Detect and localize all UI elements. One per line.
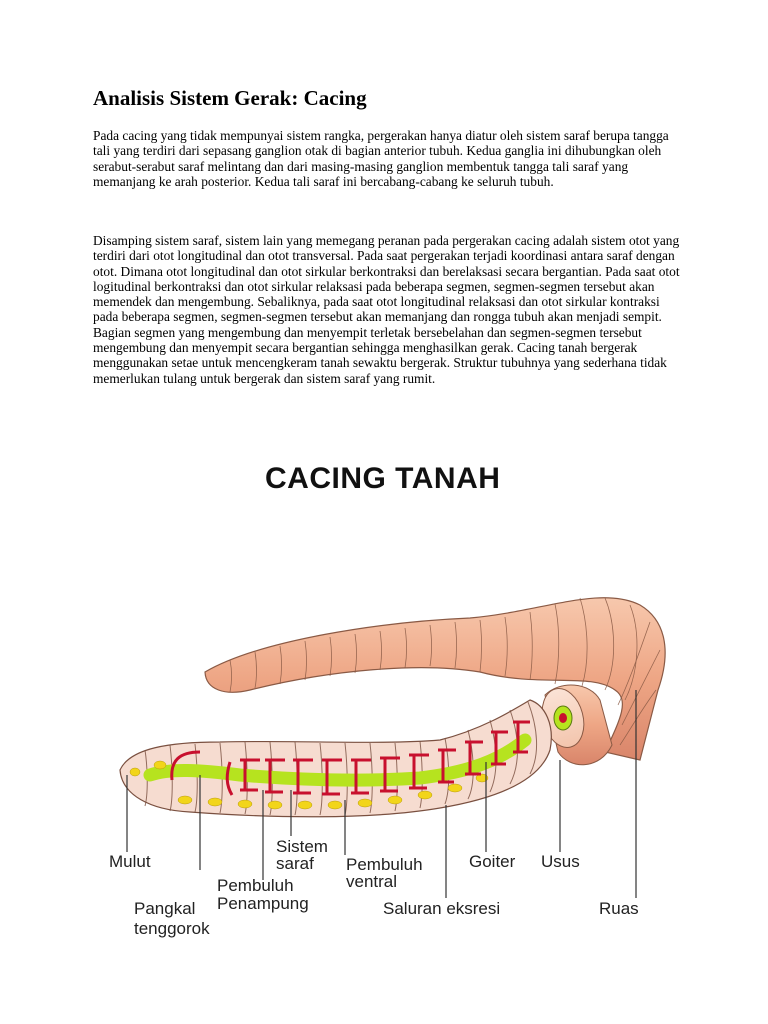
label-pembuluh-ventral-line1: Pembuluh [346, 855, 423, 874]
figure-title: CACING TANAH [265, 462, 501, 495]
paragraph-nervous-system: Pada cacing yang tidak mempunyai sistem rangka, pergerakan hanya diatur oleh sistem saraf berupa tangga tali yang terdiri dari sepasang ganglion otak di bagian anterior tubuh. Kedua ganglia ini dihubungkan oleh serabut-serabut saraf melintang dan dari masing-masing ganglion membentuk tangga tali saraf yang memanjang ke arah posterior. Kedua tali saraf ini bercabang-cabang ke seluruh tubuh. [93, 128, 669, 189]
label-saluran-ekskresi: Saluran eksresi [383, 899, 501, 918]
label-pangkal-tenggorok-line2: tenggorok [134, 919, 210, 938]
label-pembuluh-ventral-line2: ventral [346, 872, 398, 891]
label-pembuluh-penampung-line2: Penampung [217, 894, 309, 913]
document-title: Analisis Sistem Gerak: Cacing [93, 86, 367, 110]
label-pembuluh-penampung-line1: Pembuluh [217, 876, 294, 895]
label-ruas: Ruas [599, 899, 639, 918]
label-goiter: Goiter [469, 852, 516, 871]
label-usus: Usus [541, 852, 580, 871]
label-mulut: Mulut [109, 852, 151, 871]
worm-dissected-body [120, 700, 551, 817]
label-sistem-saraf-line1: Sistem [276, 837, 328, 856]
paragraph-muscle-system: Disamping sistem saraf, sistem lain yang memegang peranan pada pergerakan cacing adalah sistem otot yang terdiri dari otot longitudinal dan otot transversal. Pada saat pergerakan terjadi koordinasi antara saraf dengan otot. Dimana otot longitudinal dan otot sirkular berkontraksi dan berelaksasi secara bergantian. Pada saat otot logitudinal berkontraksi dan otot sirkular relaksasi pada beberapa segmen, segmen-segmen tersebut akan memendek dan mengembung. Sebaliknya, pada saat otot longitudinal relaksasi dan otot sirkular kontraksi pada beberapa segmen, segmen-segmen tersebut akan memanjang dan rongga tubuh akan menjadi sempit. Bagian segmen yang mengembung dan menyempit terletak bersebelahan dan segmen-segmen tersebut mengembung dan menyempit secara bergantian sehingga menghasilkan gerak. Cacing tanah bergerak menggunakan setae untuk mencengkeram tanah sewaktu bergerak. Struktur tubuhnya yang sederhana tidak memerlukan tulang untuk bergerak dan sistem saraf yang rumit. [93, 233, 680, 386]
label-pangkal-tenggorok-line1: Pangkal [134, 899, 196, 918]
label-sistem-saraf-line2: saraf [276, 854, 314, 873]
